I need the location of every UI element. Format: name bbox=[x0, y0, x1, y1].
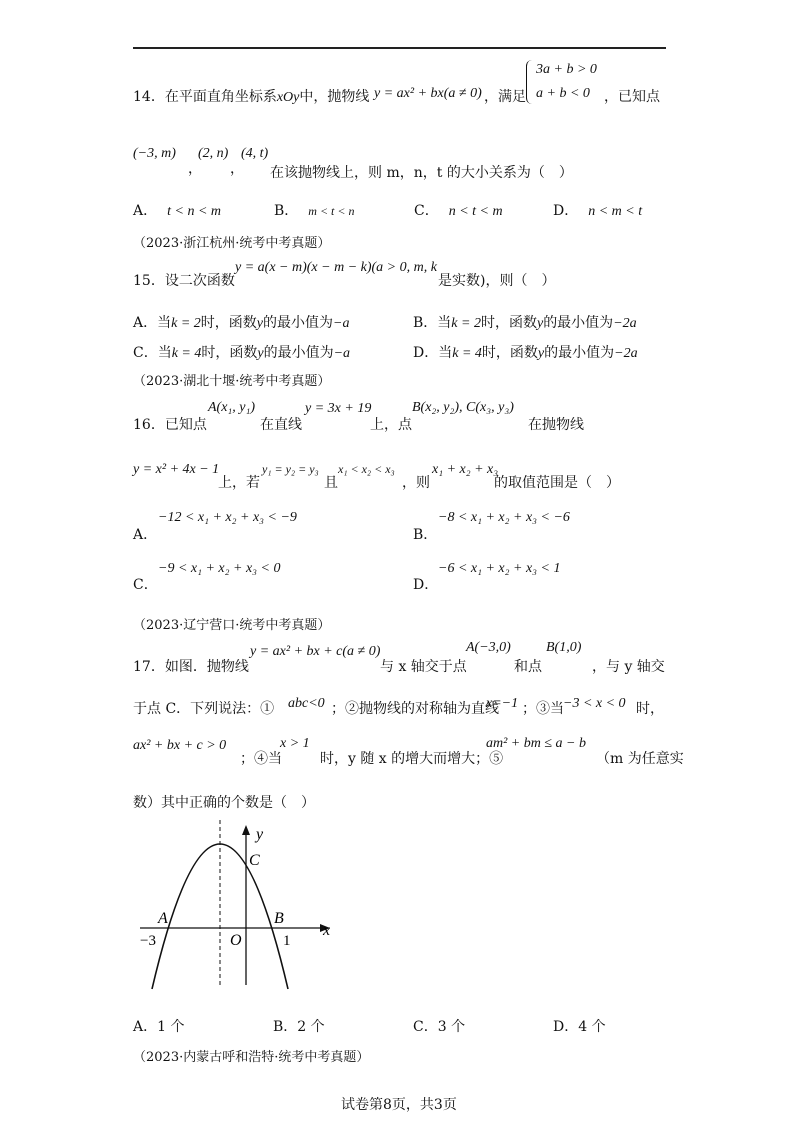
fig-neg3-label: −3 bbox=[140, 933, 156, 949]
q17-point-b: B(1,0) bbox=[546, 640, 582, 655]
q17-x-gt-1: x > 1 bbox=[280, 736, 310, 751]
q15-option-b[interactable]: B．当k = 2时，函数y的最小值为−2a bbox=[413, 315, 637, 331]
q17-option-d[interactable]: D．4 个 bbox=[553, 1019, 606, 1035]
q16-x-order: x₁ < x₂ < x₃ bbox=[338, 462, 395, 476]
q17-point-a: A(−3,0) bbox=[466, 640, 511, 655]
q15-text-2: 是实数)，则（ ） bbox=[438, 273, 556, 289]
top-rule bbox=[133, 47, 666, 49]
q17-parabola: y = ax² + bx + c(a ≠ 0) bbox=[250, 644, 381, 659]
q15-source: （2023·湖北十堰·统考中考真题） bbox=[133, 374, 331, 389]
q16-text-1: 16．已知点 bbox=[133, 417, 207, 433]
q17-text-12: 数）其中正确的个数是（ ） bbox=[133, 795, 315, 811]
fig-c-label: C bbox=[249, 852, 260, 869]
q15-text-1: 15．设二次函数 bbox=[133, 273, 235, 289]
q16-text-4: 在抛物线 bbox=[528, 417, 584, 433]
q14-option-a[interactable]: A． t < n < m bbox=[133, 203, 222, 219]
q16-line: y = 3x + 19 bbox=[305, 401, 372, 416]
q16-text-8: 的取值范围是（ ） bbox=[494, 475, 620, 491]
q17-text-1: 17．如图．抛物线 bbox=[133, 659, 249, 675]
q14-condition-1: 3a + b > 0 bbox=[536, 62, 597, 77]
q17-option-a[interactable]: A．1 个 bbox=[133, 1019, 185, 1035]
q14-text-2: ，满足 bbox=[484, 89, 526, 105]
fig-b-label: B bbox=[274, 910, 284, 927]
q17-text-3: 和点 bbox=[514, 659, 542, 675]
q16-option-c[interactable]: −9 < x₁ + x₂ + x₃ < 0 bbox=[158, 561, 281, 576]
q17-text-4: ，与 y 轴交 bbox=[592, 659, 665, 675]
q14-text-1: 14．在平面直角坐标系xOy中，抛物线 bbox=[133, 89, 370, 105]
q15-function: y = a(x − m)(x − m − k)(a > 0, m, k bbox=[235, 260, 437, 275]
q14-comma-1: ， bbox=[188, 161, 202, 177]
q16-text-7: ，则 bbox=[402, 475, 430, 491]
fig-o-label: O bbox=[230, 932, 242, 949]
q17-text-2: 与 x 轴交于点 bbox=[380, 659, 467, 675]
q17-text-7: ；③当 bbox=[522, 701, 564, 717]
q16-option-b-label[interactable]: B． bbox=[413, 527, 438, 543]
q15-option-d[interactable]: D．当k = 4时，函数y的最小值为−2a bbox=[413, 345, 638, 361]
q17-text-9: ；④当 bbox=[240, 751, 282, 767]
q17-abc: abc<0 bbox=[288, 696, 325, 711]
q16-source: （2023·辽宁营口·统考中考真题） bbox=[133, 618, 331, 633]
q16-points-bc: B(x₂, y₂), C(x₃, y₃) bbox=[412, 400, 514, 415]
q14-condition-2: a + b < 0 bbox=[536, 86, 590, 101]
q14-brace bbox=[526, 60, 535, 104]
q14-point-1: (−3, m) bbox=[133, 146, 176, 161]
q17-text-11: （m 为任意实 bbox=[596, 751, 684, 767]
q14-source: （2023·浙江杭州·统考中考真题） bbox=[133, 236, 331, 251]
q17-option-b[interactable]: B．2 个 bbox=[273, 1019, 325, 1035]
y-axis-arrow bbox=[242, 825, 250, 835]
q14-point-2: (2, n) bbox=[198, 146, 229, 161]
q17-source: （2023·内蒙古呼和浩特·统考中考真题） bbox=[133, 1050, 370, 1065]
q17-text-10: 时，y 随 x 的增大而增大；⑤ bbox=[320, 751, 504, 767]
q17-parabola-figure bbox=[130, 815, 340, 993]
q16-y-equal: y₁ = y₂ = y₃ bbox=[262, 462, 319, 476]
q16-option-a-label[interactable]: A． bbox=[133, 527, 158, 543]
fig-one-label: 1 bbox=[283, 933, 291, 949]
q16-option-b[interactable]: −8 < x₁ + x₂ + x₃ < −6 bbox=[438, 510, 570, 525]
q17-text-8: 时， bbox=[636, 701, 664, 717]
q14-option-c[interactable]: C． n < t < m bbox=[414, 203, 503, 219]
q16-option-d-label[interactable]: D． bbox=[413, 577, 439, 593]
q16-point-a: A(x₁, y₁) bbox=[208, 400, 256, 415]
q16-text-5: 上，若 bbox=[218, 475, 260, 491]
q16-sum: x₁ + x₂ + x₃ bbox=[432, 462, 499, 477]
q16-parabola: y = x² + 4x − 1 bbox=[133, 462, 220, 477]
q17-option-c[interactable]: C．3 个 bbox=[413, 1019, 466, 1035]
q16-text-3: 上，点 bbox=[370, 417, 412, 433]
q14-point-3: (4, t) bbox=[241, 146, 269, 161]
q17-text-5: 于点 C．下列说法：① bbox=[133, 701, 275, 717]
q14-text-3: ，已知点 bbox=[604, 89, 660, 105]
q14-parabola-equation: y = ax² + bx(a ≠ 0) bbox=[374, 86, 482, 101]
q14-text-4: 在该抛物线上，则 m，n，t 的大小关系为（ ） bbox=[270, 165, 573, 181]
q17-text-6: ；②抛物线的对称轴为直线 bbox=[331, 701, 499, 717]
q17-range: −3 < x < 0 bbox=[563, 696, 626, 711]
q14-option-d[interactable]: D． n < m < t bbox=[553, 203, 643, 219]
fig-x-label: x bbox=[323, 922, 331, 939]
q17-inequality-5: am² + bm ≤ a − b bbox=[486, 736, 586, 751]
q16-option-d[interactable]: −6 < x₁ + x₂ + x₃ < 1 bbox=[438, 561, 561, 576]
fig-y-label: y bbox=[256, 826, 264, 843]
q16-text-2: 在直线 bbox=[260, 417, 302, 433]
fig-a-label: A bbox=[158, 910, 168, 927]
q16-option-c-label[interactable]: C． bbox=[133, 577, 158, 593]
q14-option-b[interactable]: B． m < t < n bbox=[274, 203, 355, 219]
q14-comma-2: ， bbox=[230, 161, 244, 177]
q16-option-a[interactable]: −12 < x₁ + x₂ + x₃ < −9 bbox=[158, 510, 297, 525]
q15-option-a[interactable]: A．当k = 2时，函数y的最小值为−a bbox=[133, 315, 350, 331]
q16-text-6: 且 bbox=[324, 475, 338, 491]
page-footer: 试卷第8页，共3页 bbox=[341, 1097, 457, 1113]
q17-axis: x=−1 bbox=[486, 696, 519, 711]
q15-option-c[interactable]: C．当k = 4时，函数y的最小值为−a bbox=[133, 345, 351, 361]
q17-inequality-3: ax² + bx + c > 0 bbox=[133, 738, 227, 753]
